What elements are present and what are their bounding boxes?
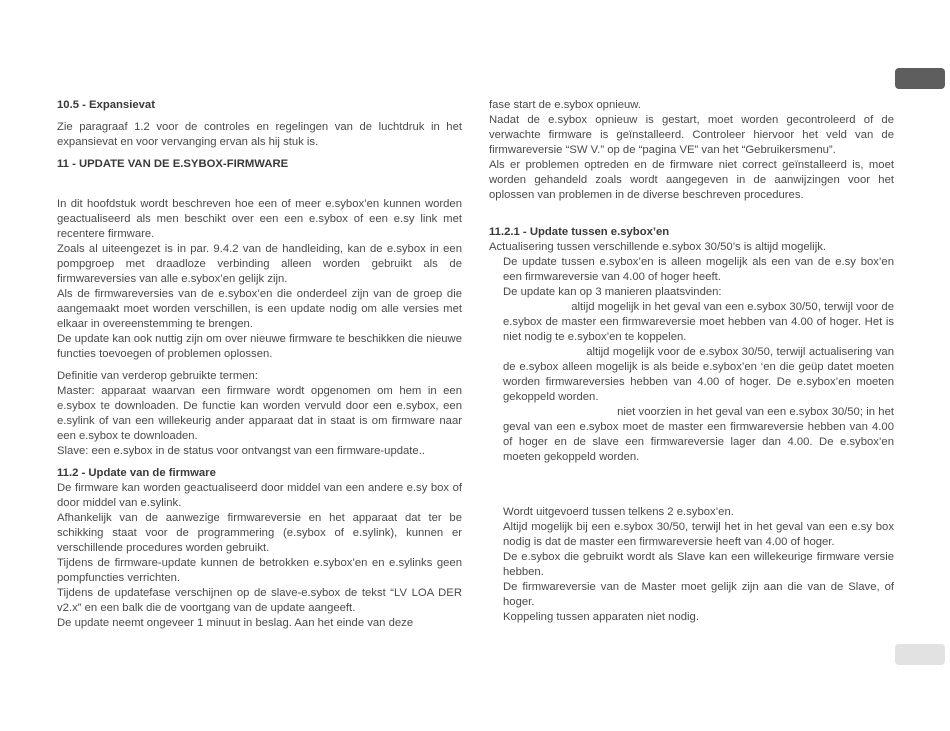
update-method-2: altijd mogelijk voor de e.sybox 30/50, terwijl actualisering van de e.sybox alleen mogelijk is als beide e.sybox’en ‘en die geüp datet moeten worden firmwareversies hebben van 4.00 of hoger. De e.sybox’en moeten gekoppeld worden. (503, 346, 898, 403)
method-detail-4: De firmwareversie van de Master moet gelijk zijn aan die van de Slave, of hoger. (503, 581, 894, 608)
section-11-paragraph-1: In dit hoofdstuk wordt beschreven hoe een of meer e.sybox’en kunnen worden geactualiseerd als men beschikt over een een e.sybox of een e.sy link met recentere firmware. (57, 198, 462, 240)
method-detail-5: Koppeling tussen apparaten niet nodig. (503, 611, 699, 623)
right-column (489, 98, 898, 625)
section-10-5-title: 10.5 - Expansievat (57, 99, 155, 111)
section-11-title: 11 - UPDATE VAN DE E.SYBOX-FIRMWARE (57, 158, 289, 170)
section-11-2-1-paragraph-1: Actualisering tussen verschillende e.sybox 30/50’s is altijd mogelijk. (489, 241, 826, 253)
definition-master: Master: apparaat waarvan een firmware wordt opgenomen om hem in een e.sybox te downloaden. De functie kan worden vervuld door een e.sybox, een e.sylink of van een willekeurig ander apparaat dat in staat is om firmware naar een e.sybox te downloaden. (57, 385, 462, 442)
section-11-2-title: 11.2 - Update van de firmware (57, 467, 216, 479)
section-10-5-body: Zie paragraaf 1.2 voor de controles en regelingen van de luchtdruk in het expansievat en voor vervanging ervan als hij stuk is. (57, 121, 462, 148)
section-11-2-paragraph-5: De update neemt ongeveer 1 minuut in beslag. Aan het einde van deze (57, 617, 414, 629)
section-11-2-paragraph-4: Tijdens de updatefase verschijnen op de slave-e.sybox de tekst “LV LOA DER v2.x” en een balk die de voortgang van de update aangeeft. (57, 587, 462, 614)
section-11-2-paragraph-3: Tijdens de firmware-update kunnen de betrokken e.sybox’en en e.sylinks geen pompfuncties verrichten. (57, 557, 462, 584)
update-method-1: altijd mogelijk in het geval van een e.sybox 30/50, terwijl voor de e.sybox de master een firmwareversie moet hebben van 4.00 of hoger. Het is niet nodig te e.sybox’en te koppelen. (503, 301, 898, 343)
section-11-paragraph-4: De update kan ook nuttig zijn om over nieuwe firmware te beschikken die nieuwe functies toevoegen of problemen oplossen. (57, 333, 462, 360)
method-detail-3: De e.sybox die gebruikt wordt als Slave kan een willekeurige firmware versie hebben. (503, 551, 894, 578)
section-11-2-paragraph-1: De firmware kan worden geactualiseerd door middel van een andere e.sy box of door middel van e.sylink. (57, 482, 462, 509)
update-method-3: niet voorzien in het geval van een e.sybox 30/50; in het geval van een e.sybox moet de master een firmwareversie hebben van 4.00 of hoger en de slave een firmwareversie lager dan 4.00. De e.sybox’en moeten gekoppeld worden. (503, 406, 898, 463)
section-11-2-1-paragraph-2: De update tussen e.sybox’en is alleen mogelijk als een van de e.sy box’en een firmwareversie van 4.00 of hoger heeft. (503, 256, 894, 283)
page-tab-top (895, 68, 945, 89)
right-paragraph-1: fase start de e.sybox opnieuw. (489, 99, 641, 111)
method-detail-2: Altijd mogelijk bij een e.sybox 30/50, terwijl het in het geval van een e.sy box nodig is dat de master een firmwareversie heeft van 4.00 of hoger. (503, 521, 894, 548)
section-11-2-1-title: 11.2.1 - Update tussen e.sybox’en (489, 226, 670, 238)
definitions-intro: Definitie van verderop gebruikte termen: (57, 370, 258, 382)
page-tab-bottom (895, 644, 945, 665)
right-paragraph-2: Nadat de e.sybox opnieuw is gestart, moet worden gecontroleerd of de verwachte firmware is geïnstalleerd. Controleer hiervoor het veld van de firmwareversie “SW V.” op de “pagina VE” van het “Gebruikersmenu”. (489, 114, 894, 156)
section-11-2-paragraph-2: Afhankelijk van de aanwezige firmwareversie en het apparaat dat ter be schikking staat voor de programmering (e.sybox of e.sylink), kunnen er verschillende procedures worden gebruikt. (57, 512, 462, 554)
section-11-2-1-paragraph-3: De update kan op 3 manieren plaatsvinden: (503, 286, 722, 298)
method-detail-1: Wordt uitgevoerd tussen telkens 2 e.sybox’en. (503, 506, 734, 518)
section-11-paragraph-2: Zoals al uiteengezet is in par. 9.4.2 van de handleiding, kan de e.sybox in een pompgroep met draadloze verbinding alleen worden gebruikt als de firmwareversies van alle e.sybox’en gelijk zijn. (57, 243, 462, 285)
section-11-paragraph-3: Als de firmwareversies van de e.sybox’en die onderdeel zijn van de groep die aangemaakt moet worden verschillen, is een update nodig om alle versies met elkaar in overeenstemming te brengen. (57, 288, 462, 330)
right-paragraph-3: Als er problemen optreden en de firmware niet correct geïnstalleerd is, moet worden gehandeld zoals wordt aangegeven in de aanwijzingen voor het oplossen van problemen in de diverse beschreven procedures. (489, 159, 894, 201)
left-column (57, 98, 462, 631)
definition-slave: Slave: een e.sybox in de status voor ontvangst van een firmware-update.. (57, 445, 425, 457)
